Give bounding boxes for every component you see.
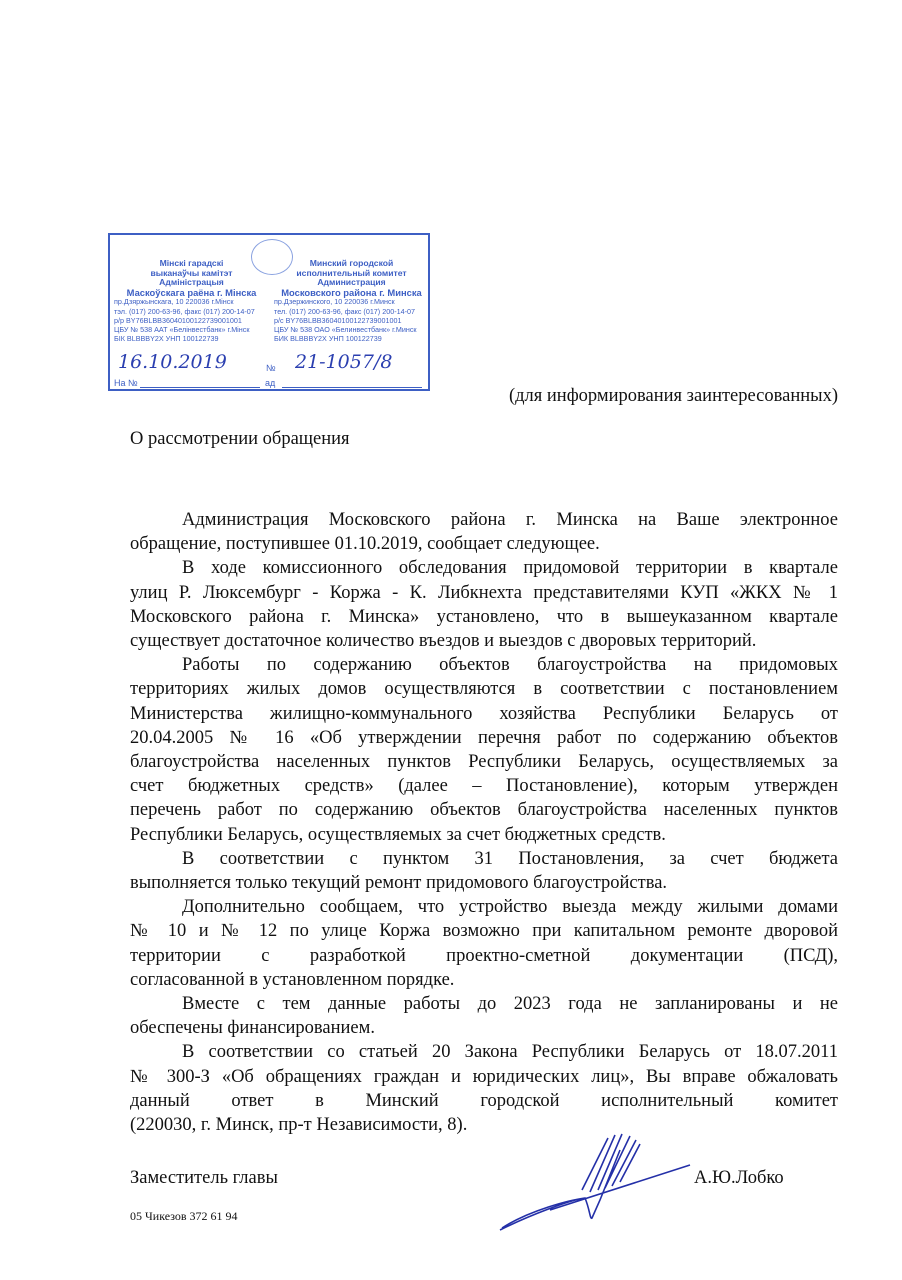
paragraph-line: Дополнительно сообщаем, что устройство выезда между жилыми домами [182, 897, 838, 918]
paragraph-line: Республики Беларусь, осуществляемых за счет бюджетных средств. [130, 824, 666, 845]
paragraph-line: № 300-З «Об обращениях граждан и юридических лиц», Вы вправе обжаловать [130, 1066, 838, 1087]
paragraph-line: выполняется только текущий ремонт придомового благоустройства. [130, 873, 668, 894]
stamp-text: БИК BLBBBY2X УНП 100122739 [274, 334, 382, 344]
paragraph-line: 20.04.2005 № 16 «Об утверждении перечня работ по содержанию объектов [130, 727, 838, 748]
stamp-text: Московского района г. Минска [281, 286, 422, 298]
handwritten-signature [490, 1130, 710, 1240]
signatory-name: А.Ю.Лобко [694, 1168, 784, 1188]
paragraph [130, 992, 838, 1040]
stamp-text: Маскоўскага раёна г. Мінска [126, 286, 257, 298]
stamp-text: Мінскі гарадскі [159, 258, 224, 268]
paragraph-line: счет бюджетных средств» (далее – Постановление), которым утвержден [130, 776, 838, 797]
stamp-text: БІК BLBBBY2X УНП 100122739 [114, 334, 219, 344]
paragraph [130, 508, 838, 556]
stamp-text: р/р BY76BLBB36040100122739001001 [114, 315, 242, 325]
paragraph-line: улиц Р. Люксембург - Коржа - К. Либкнехта представителями КУП «ЖКХ № 1 [130, 582, 838, 603]
stamp-ref-from: ад [265, 378, 276, 388]
paragraph [130, 556, 838, 653]
paragraph [130, 895, 838, 992]
paragraph-line: Московского района г. Минска» установлено, что в вышеуказанном квартале [130, 606, 838, 627]
paragraph [130, 847, 838, 895]
paragraph-line: данный ответ в Минский городской исполнительный комитет [130, 1090, 838, 1111]
paragraph-line: Работы по содержанию объектов благоустройства на придомовых [182, 655, 838, 676]
paragraph-line: В соответствии со статьей 20 Закона Республики Беларусь от 18.07.2011 [182, 1042, 838, 1063]
stamp-text: пр.Дзяржынскага, 10 220036 г.Мінск [114, 297, 234, 307]
paragraph-line: Министерства жилищно-коммунального хозяйства Республики Беларусь от [130, 703, 838, 724]
paragraph-line: Администрация Московского района г. Минска на Ваше электронное [182, 510, 838, 530]
paragraph-line: существует достаточное количество въездов и выездов с дворовых территорий. [130, 631, 757, 652]
stamp-text: пр.Дзержинского, 10 220036 г.Минск [274, 297, 395, 307]
stamp-text: тел. (017) 200-63-96, факс (017) 200-14-07 [274, 306, 415, 316]
stamp-underline [140, 387, 260, 388]
stamp-text: тэл. (017) 200-63-96, факс (017) 200-14-07 [114, 306, 255, 316]
paragraph-line: № 10 и № 12 по улице Коржа возможно при капитальном ремонте дворовой [130, 921, 838, 942]
stamp-text: ЦБУ № 538 ААТ «Белінвестбанк» г.Мінск [114, 324, 250, 334]
paragraph-line: обеспечены финансированием. [130, 1018, 375, 1039]
paragraph-line: Вместе с тем данные работы до 2023 года не запланированы и не [182, 994, 838, 1015]
paragraph-line: В соответствии с пунктом 31 Постановления, за счет бюджета [182, 848, 838, 869]
letter-body [130, 508, 838, 1137]
signatory-title: Заместитель главы [130, 1168, 278, 1188]
paragraph-line: В ходе комиссионного обследования придомовой территории в квартале [182, 558, 838, 579]
stamp-text: Минский городской [309, 258, 394, 268]
stamp-number: 21-1057/8 [295, 351, 393, 373]
paragraph [130, 653, 838, 847]
stamp-underline [282, 387, 422, 388]
stamp-number-label: № [266, 363, 276, 373]
paragraph-line: территориях жилых домов осуществляются в соответствии с постановлением [130, 679, 838, 700]
stamp-right-column [274, 259, 429, 343]
paragraph-line: благоустройства населенных пунктов Республики Беларусь, осуществляемых за [130, 752, 838, 773]
stamp-text: р/с BY76BLBB36040100122739001001 [274, 315, 402, 325]
stamp-text: Адміністрацыя [159, 277, 224, 288]
paragraph-line: (220030, г. Минск, пр-т Независимости, 8). [130, 1115, 468, 1136]
stamp-text: Администрация [317, 277, 386, 288]
paragraph [130, 1040, 838, 1137]
executor-contact: 05 Чикезов 372 61 94 [130, 1209, 238, 1223]
paragraph-line: обращение, поступившее 01.10.2019, сообщает следующее. [130, 534, 600, 555]
stamp-text: ЦБУ № 538 ОАО «Белинвестбанк» г.Минск [274, 324, 417, 334]
stamp-ref-label: На № [114, 378, 138, 388]
letter-subject: О рассмотрении обращения [130, 429, 350, 449]
paragraph-line: согласованной в установленном порядке. [130, 969, 455, 990]
addressee-line: (для информирования заинтересованных) [508, 386, 838, 406]
paragraph-line: территории с разработкой проектно-сметной документации (ПСД), [130, 945, 838, 966]
paragraph-line: перечень работ по содержанию объектов благоустройства населенных пунктов [130, 800, 838, 821]
stamp-date: 16.10.2019 [118, 351, 227, 373]
registration-stamp [108, 233, 430, 391]
stamp-text: выканаўчы камітэт [150, 267, 233, 278]
stamp-left-column [114, 259, 269, 343]
stamp-text: исполнительный комитет [296, 267, 407, 278]
